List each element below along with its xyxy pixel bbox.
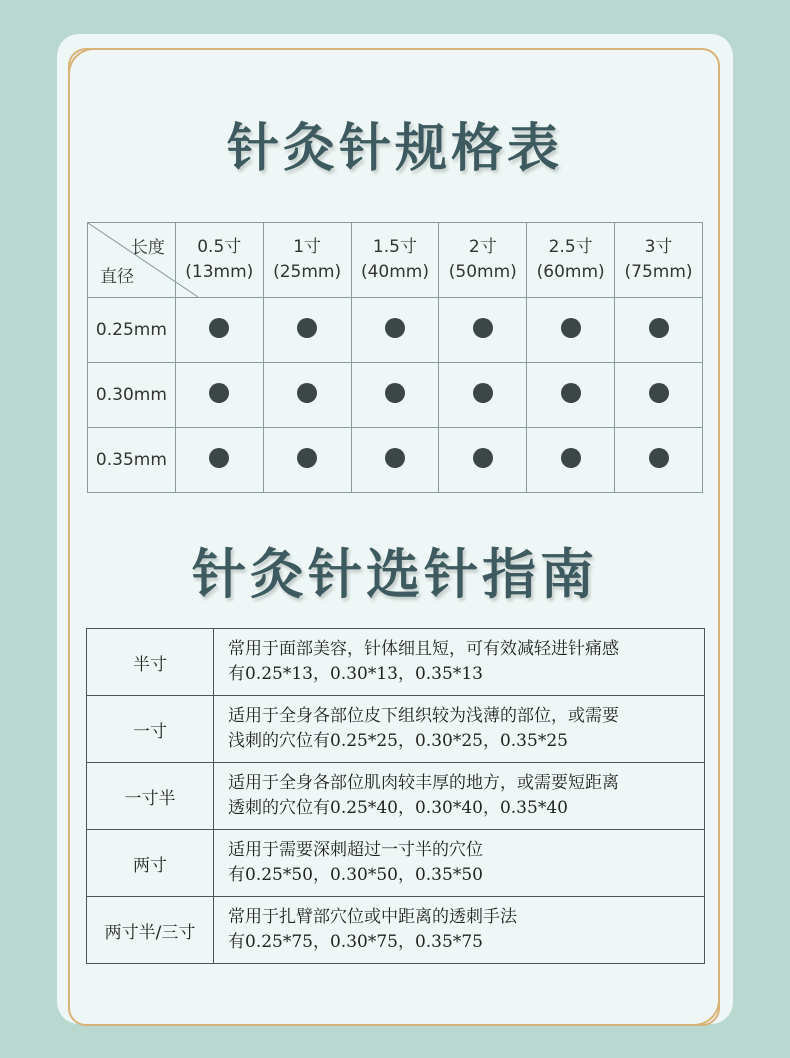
availability-cell — [351, 428, 439, 493]
availability-cell — [175, 363, 263, 428]
guide-desc-line: 常用于扎臂部穴位或中距离的透刺手法 — [228, 907, 517, 927]
length-mm: (60mm) — [536, 262, 605, 282]
availability-cell — [439, 363, 527, 428]
guide-desc-line: 有0.25*50，0.30*50，0.35*50 — [228, 865, 483, 885]
length-header — [527, 223, 615, 298]
availability-dot — [649, 318, 669, 338]
availability-dot — [649, 448, 669, 468]
corner-length-label: 长度 — [130, 238, 165, 258]
availability-cell — [351, 298, 439, 363]
guide-row — [87, 696, 705, 763]
availability-dot — [209, 448, 229, 468]
guide-desc-line: 适用于需要深刺超过一寸半的穴位 — [228, 840, 483, 860]
length-mm: (75mm) — [624, 262, 693, 282]
length-mm: (40mm) — [360, 262, 429, 282]
guide-length-name: 半寸 — [87, 629, 214, 696]
spec-title: 针灸针规格表 — [226, 118, 563, 179]
guide-row — [87, 763, 705, 830]
guide-desc-line: 适用于全身各部位肌肉较丰厚的地方，或需要短距离 — [228, 773, 619, 793]
length-mm: (50mm) — [448, 262, 517, 282]
guide-length-name: 两寸半/三寸 — [87, 897, 214, 964]
availability-cell — [351, 363, 439, 428]
availability-cell — [263, 428, 351, 493]
guide-desc-line: 适用于全身各部位皮下组织较为浅薄的部位，或需要 — [228, 706, 619, 726]
guide-desc-line: 浅刺的穴位有0.25*25，0.30*25，0.35*25 — [228, 731, 568, 751]
availability-cell — [263, 298, 351, 363]
guide-desc-line: 有0.25*13，0.30*13，0.35*13 — [228, 664, 483, 684]
availability-dot — [385, 318, 405, 338]
diameter-label: 0.35mm — [88, 428, 176, 493]
guide-description — [214, 897, 705, 964]
length-header — [439, 223, 527, 298]
availability-cell — [439, 298, 527, 363]
guide-length-name: 一寸半 — [87, 763, 214, 830]
guide-description — [214, 763, 705, 830]
availability-cell — [527, 298, 615, 363]
length-header — [351, 223, 439, 298]
availability-cell — [615, 363, 703, 428]
availability-dot — [473, 383, 493, 403]
guide-description — [214, 830, 705, 897]
corner-diameter-label: 直径 — [100, 267, 134, 287]
availability-dot — [297, 318, 317, 338]
availability-dot — [561, 448, 581, 468]
guide-row — [87, 897, 705, 964]
length-header — [263, 223, 351, 298]
diameter-label: 0.25mm — [88, 298, 176, 363]
length-cun: 3寸 — [644, 237, 673, 257]
availability-dot — [385, 383, 405, 403]
corner-cell — [88, 223, 176, 298]
spec-table — [87, 222, 703, 493]
availability-cell — [615, 428, 703, 493]
availability-dot — [561, 318, 581, 338]
spec-row — [88, 428, 703, 493]
availability-dot — [297, 448, 317, 468]
availability-dot — [561, 383, 581, 403]
availability-cell — [615, 298, 703, 363]
spec-row — [88, 363, 703, 428]
availability-dot — [385, 448, 405, 468]
guide-length-name: 两寸 — [87, 830, 214, 897]
guide-description — [214, 696, 705, 763]
availability-dot — [473, 318, 493, 338]
guide-desc-line: 有0.25*75，0.30*75，0.35*75 — [228, 932, 483, 952]
availability-cell — [175, 428, 263, 493]
length-cun: 1.5寸 — [372, 237, 417, 257]
length-cun: 2寸 — [468, 237, 497, 257]
availability-cell — [263, 363, 351, 428]
availability-cell — [439, 428, 527, 493]
guide-length-name: 一寸 — [87, 696, 214, 763]
length-cun: 2.5寸 — [548, 237, 593, 257]
availability-dot — [209, 383, 229, 403]
length-cun: 0.5寸 — [197, 237, 242, 257]
availability-dot — [649, 383, 669, 403]
diameter-label: 0.30mm — [88, 363, 176, 428]
guide-description — [214, 629, 705, 696]
guide-desc-line: 常用于面部美容，针体细且短，可有效减轻进针痛感 — [228, 639, 619, 659]
availability-dot — [209, 318, 229, 338]
availability-cell — [527, 363, 615, 428]
length-header — [615, 223, 703, 298]
guide-desc-line: 透刺的穴位有0.25*40，0.30*40，0.35*40 — [228, 798, 568, 818]
length-mm: (25mm) — [273, 262, 342, 282]
guide-title: 针灸针选针指南 — [192, 542, 598, 606]
guide-row — [87, 629, 705, 696]
spec-header-row — [88, 223, 703, 298]
availability-cell — [175, 298, 263, 363]
spec-row — [88, 298, 703, 363]
availability-dot — [473, 448, 493, 468]
guide-row — [87, 830, 705, 897]
availability-dot — [297, 383, 317, 403]
availability-cell — [527, 428, 615, 493]
length-cun: 1寸 — [293, 237, 322, 257]
length-mm: (13mm) — [185, 262, 254, 282]
guide-table — [86, 628, 705, 964]
